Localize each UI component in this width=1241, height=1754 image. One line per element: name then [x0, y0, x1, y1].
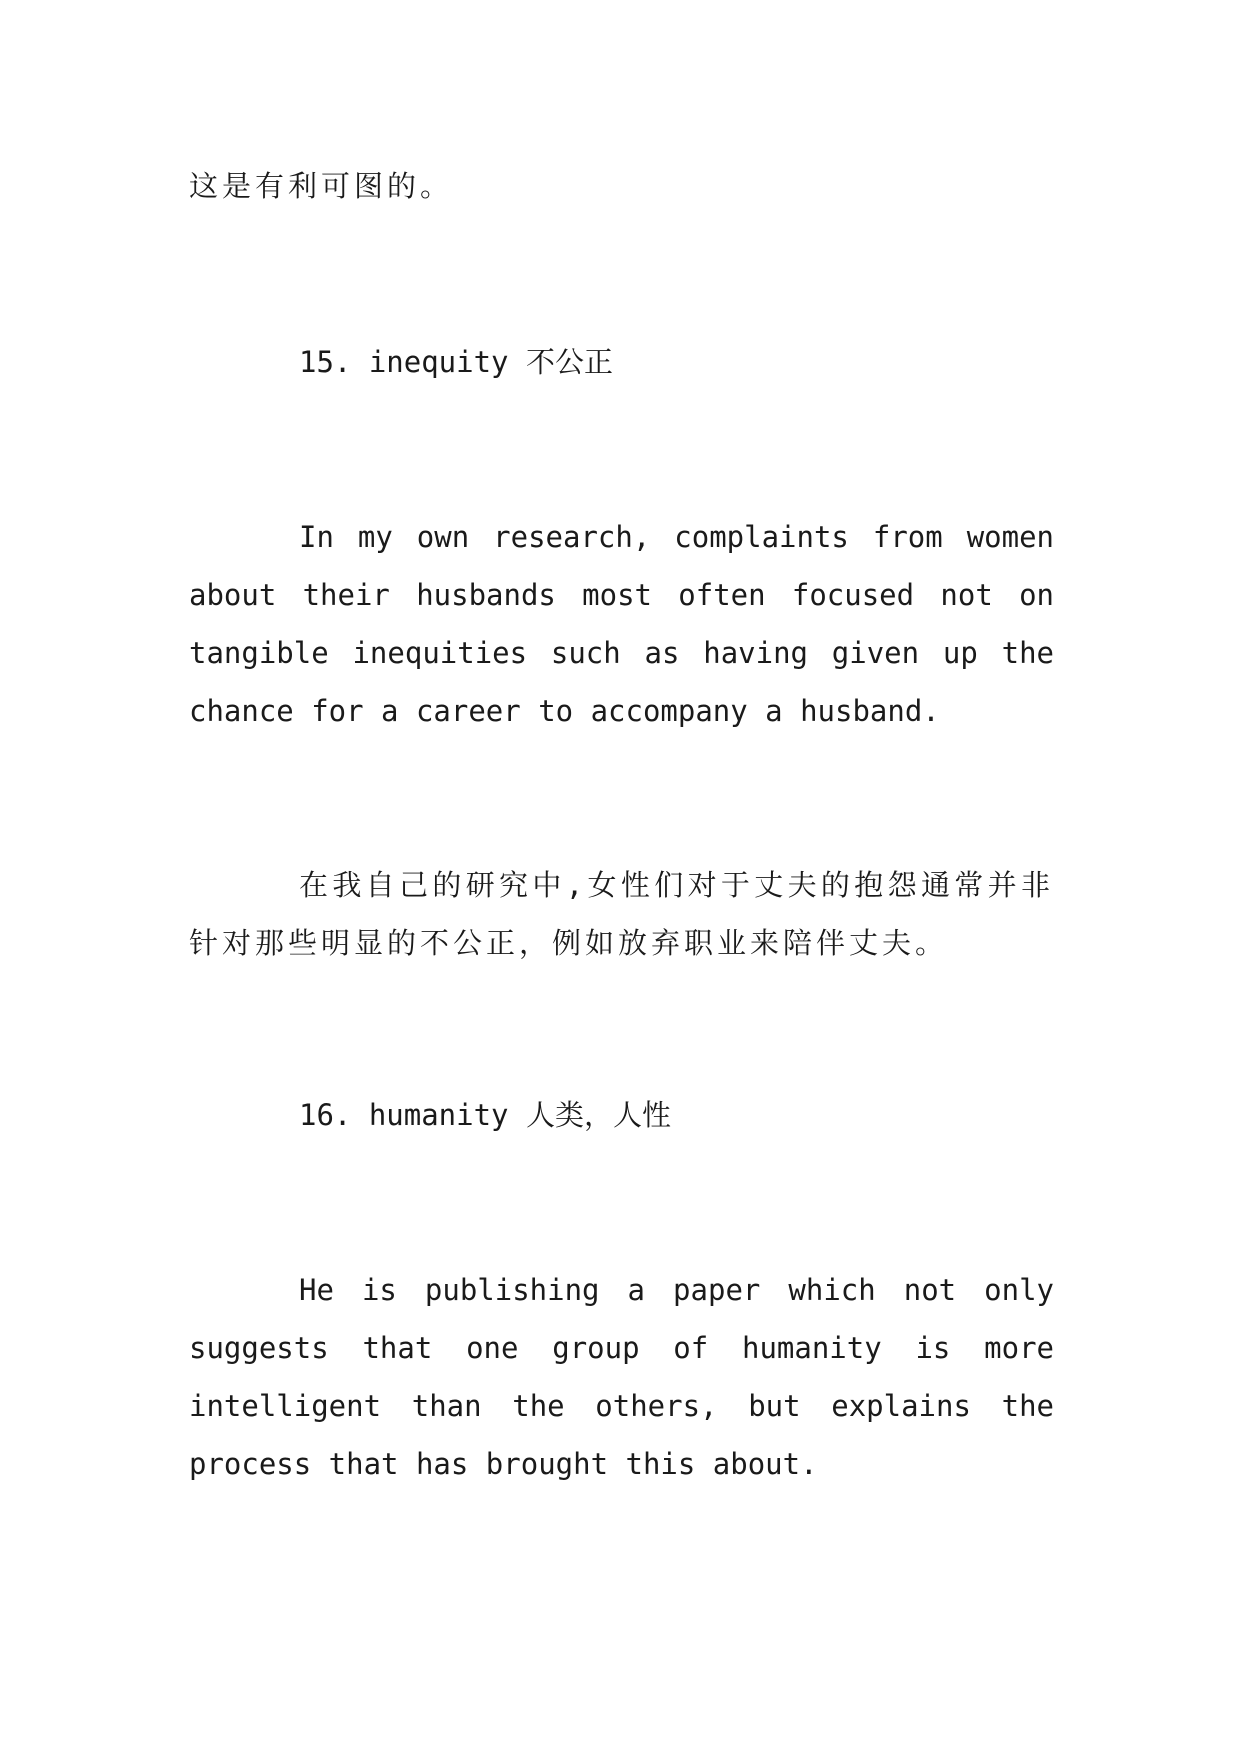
paragraph-line: 在我自己的研究中,女性们对于丈夫的抱怨通常并非 — [299, 868, 1054, 902]
paragraph-line: 针对那些明显的不公正，例如放弃职业来陪伴丈夫。 — [189, 926, 949, 960]
paragraph-line: In my own research, complaints from women — [299, 520, 1054, 554]
paragraph-line: process that has brought this about. — [189, 1447, 818, 1481]
paragraph-line: He is publishing a paper which not only — [299, 1273, 1054, 1307]
paragraph-line: chance for a career to accompany a husband. — [189, 694, 940, 728]
entry-heading-15: 15. inequity 不公正 — [299, 345, 613, 379]
paragraph-line: suggests that one group of humanity is more — [189, 1331, 1054, 1365]
paragraph-line: tangible inequities such as having given up the — [189, 636, 1054, 670]
paragraph-continuation: 这是有利可图的。 — [189, 169, 454, 203]
paragraph-line: about their husbands most often focused not on — [189, 578, 1054, 612]
entry-heading-16: 16. humanity 人类，人性 — [299, 1098, 671, 1132]
paragraph-line: intelligent than the others, but explains the — [189, 1389, 1054, 1423]
